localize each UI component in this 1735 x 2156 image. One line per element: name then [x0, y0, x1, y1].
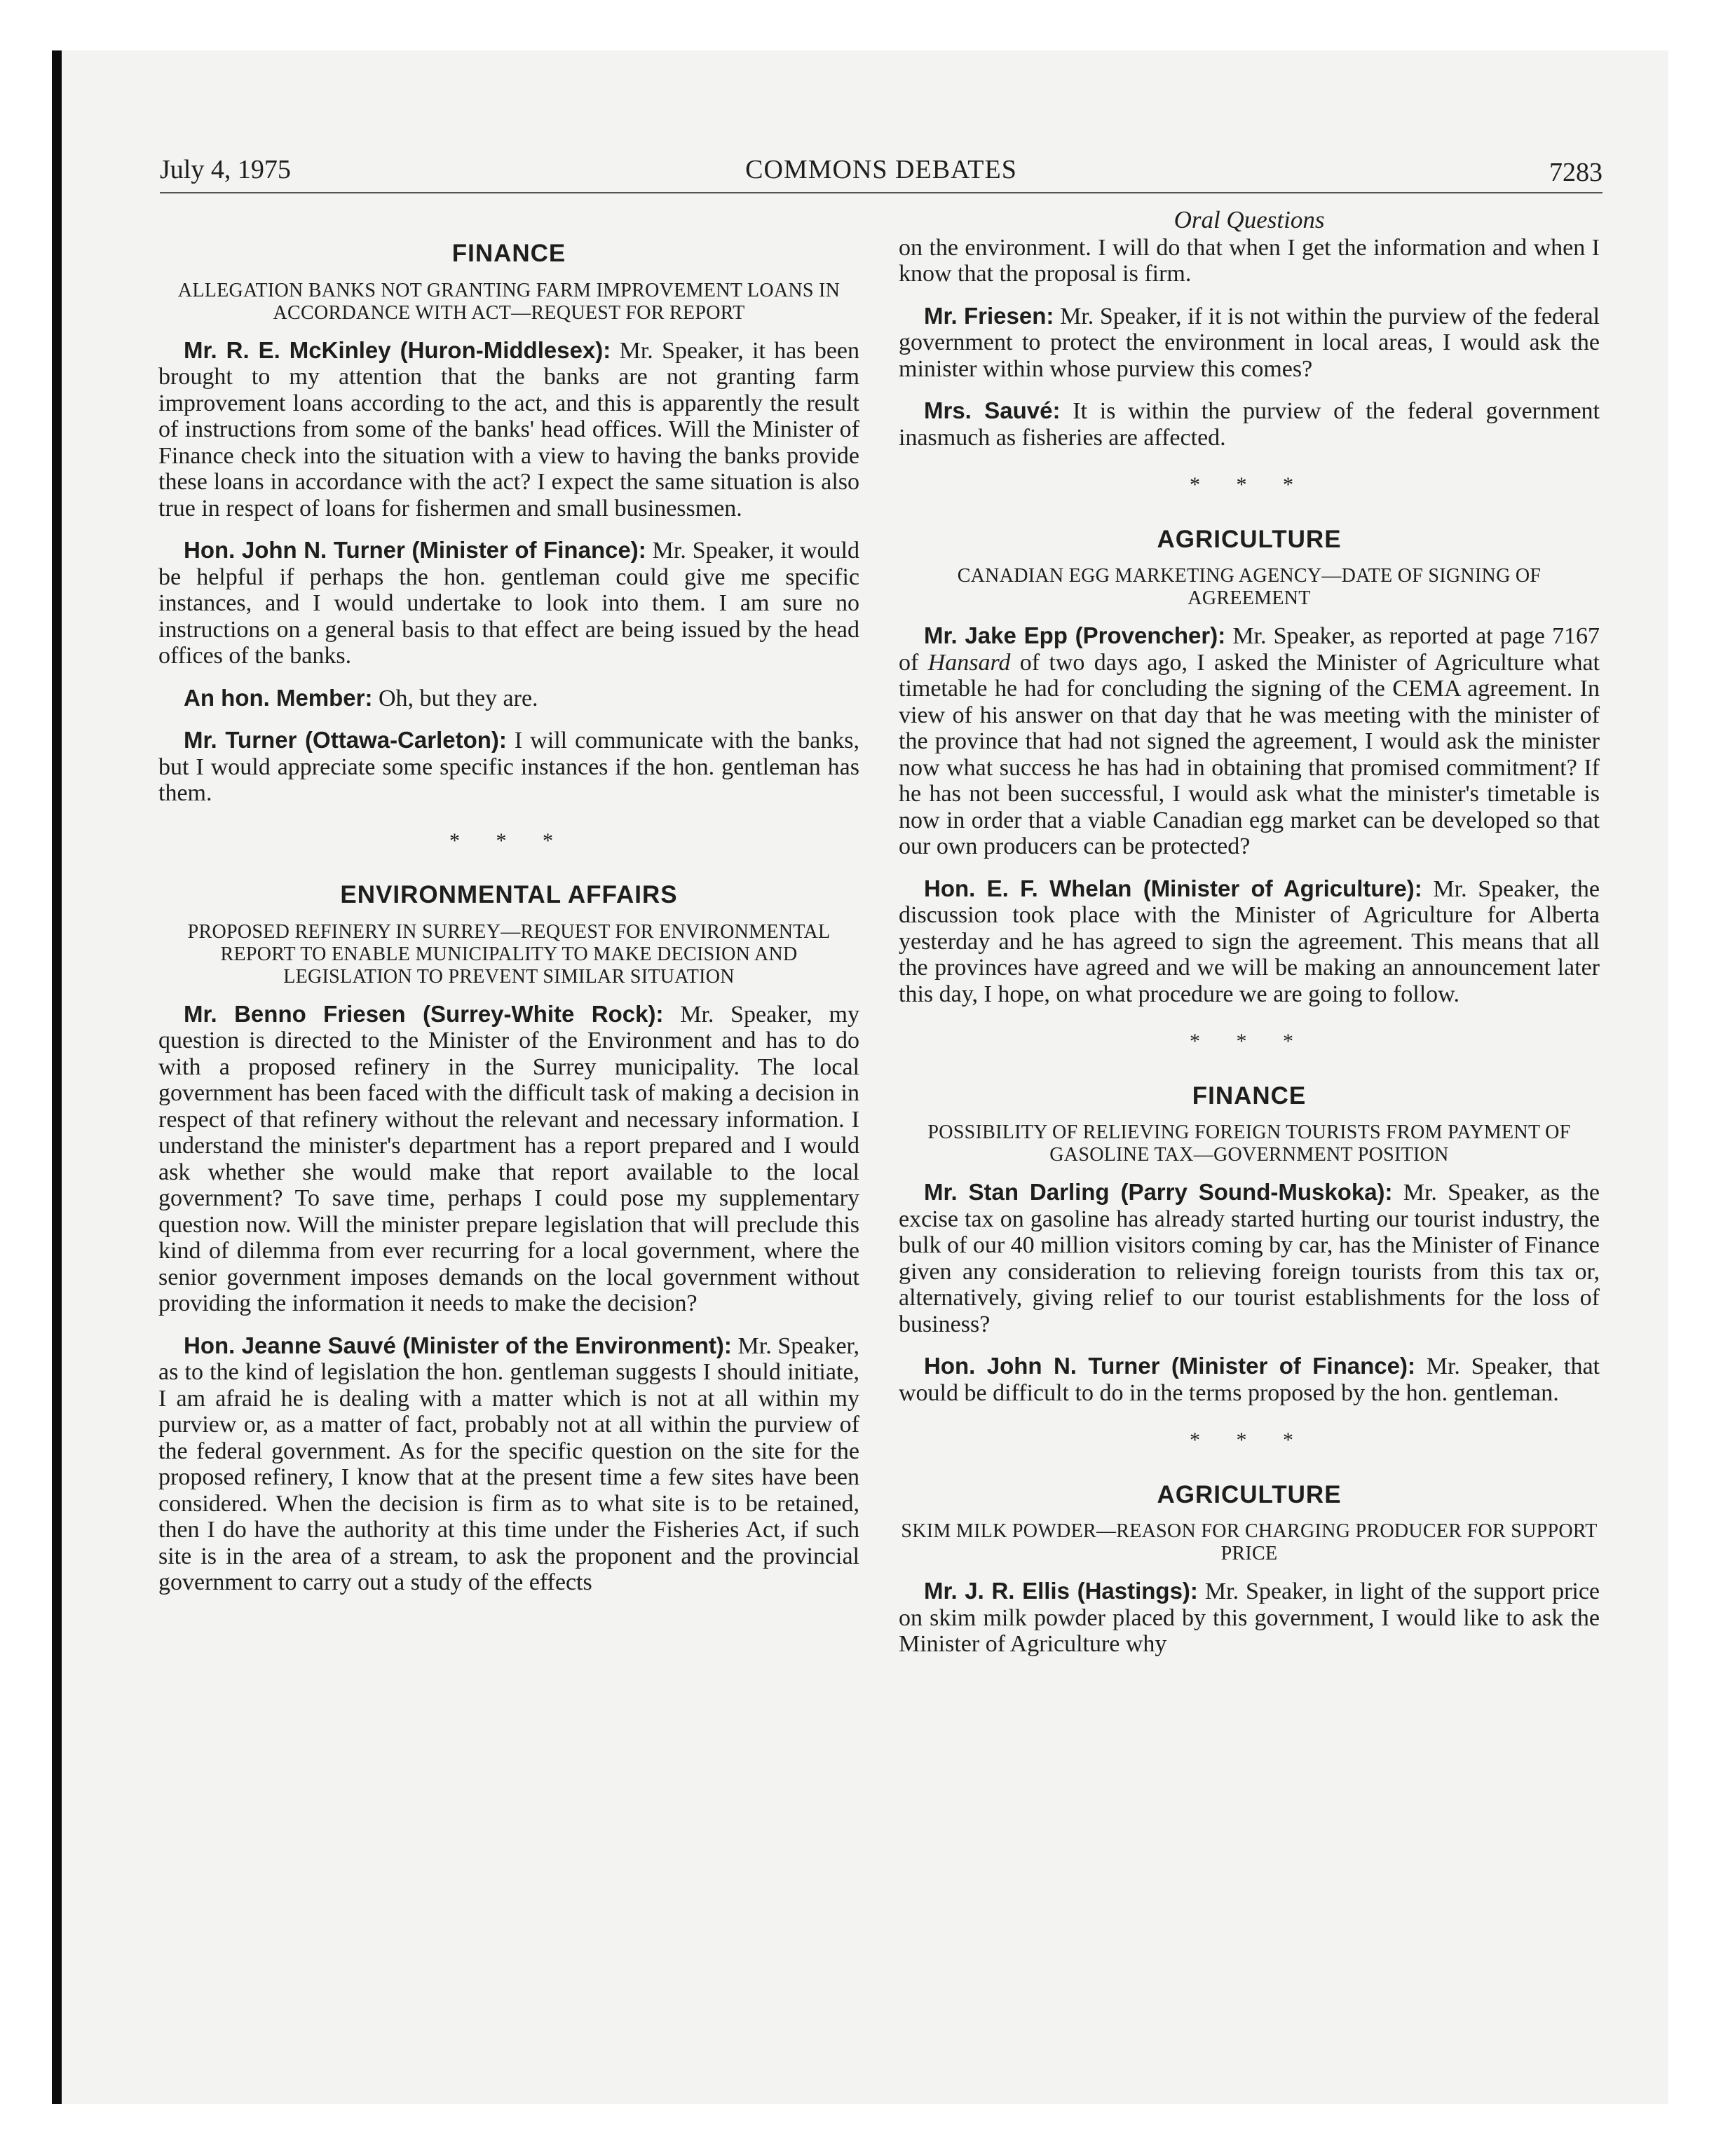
speech-paragraph	[899, 1179, 1600, 1337]
speaker-name: Hon. John N. Turner (Minister of Finance):	[924, 1353, 1415, 1379]
speech-paragraph	[899, 303, 1600, 383]
section-subheading: POSSIBILITY OF RELIEVING FOREIGN TOURISTS FROM PAYMENT OF GASOLINE TAX—GOVERNMENT POSITION	[927, 1121, 1571, 1166]
speaker-name: Mr. Stan Darling (Parry Sound-Muskoka):	[924, 1179, 1393, 1205]
speech-text: Mr. Speaker, it has been brought to my attention that the banks are not granting farm improvement loans according to the act, and this is apparently the result of instructions from some of the banks' head offices. Will the Minister of Finance check into the situation with a view to having the banks provide these loans in accordance with the act? I expect the same situation is also true in respect of loans for fishermen and small businessmen.	[158, 337, 860, 521]
section-separator: * * *	[1190, 1030, 1309, 1053]
running-header	[160, 150, 1603, 193]
speech-text: Mr. Speaker, as to the kind of legislation the hon. gentleman suggests I should initiate, I am afraid he is dealing with a matter which is not at all within my purview or, as a matter of fact, probably not at all within the purview of the federal government. As for the specific question on the site for the proposed refinery, I know that at the present time a few sites have been considered. When the decision is firm as to what site is to be retained, then I do have the authority at this time under the Fisheries Act, if such site is in the area of a stream, to ask the proponent and the provincial government to carry out a study of the effects	[158, 1332, 859, 1595]
section-subheading: ALLEGATION BANKS NOT GRANTING FARM IMPROVEMENT LOANS IN ACCORDANCE WITH ACT—REQUEST FOR REPORT	[177, 279, 841, 324]
speech-text: Mr. Speaker, my question is directed to the Minister of the Environment and has to do with a proposed refinery in the Surrey municipality. The local government has been faced with the difficult task of making a decision in respect of that refinery without the relevant and necessary information. I understand the minister's department has a report prepared and I would ask whether she would make that report available to the local government? To save time, perhaps I could pose my supplementary question now. Will the minister prepare legislation that will preclude this kind of dilemma from ever recurring for a local government, where the senior government imposes demands on the local government without providing the information it needs to make the decision?	[158, 1001, 859, 1316]
speech-paragraph	[899, 875, 1600, 1008]
speech-text: Mr. Speaker, in light of the support price on skim milk powder placed by this government, I would like to ask the Minister of Agriculture why	[899, 1578, 1600, 1657]
speech-paragraph	[158, 537, 859, 669]
speech-paragraph	[899, 622, 1600, 860]
speech-text: Mr. Speaker, as the excise tax on gasoline has already started hurting our tourist industry, the bulk of our 40 million visitors coming by car, has the Minister of Finance given any consideration to relieving foreign tourists from this tax or, alternatively, giving relief to our tourist establishments for the loss of business?	[899, 1180, 1600, 1337]
speech-text: Mr. Speaker, the discussion took place with the Minister of Agriculture for Alberta yesterday and he has agreed to sign the agreement. This means that all the provinces have agreed and we will be making an announcement later this day, I hope, on what procedure we are going to follow.	[899, 875, 1600, 1007]
speech-paragraph	[158, 1332, 859, 1596]
speech-text: Mr. Speaker, as reported at page 7167 of	[899, 623, 1600, 676]
section-subheading: PROPOSED REFINERY IN SURREY—REQUEST FOR ENVIRONMENTAL REPORT TO ENABLE MUNICIPALITY TO MAKE DECISION AND LEGISLATION TO PREVENT SIMILAR SITUATION	[187, 920, 831, 988]
speaker-name: Hon. Jeanne Sauvé (Minister of the Environment):	[184, 1332, 732, 1358]
speech-paragraph	[158, 685, 859, 712]
speech-text: I will communicate with the banks, but I would appreciate some specific instances if the hon. gentleman has them.	[158, 728, 860, 806]
speech-paragraph	[158, 337, 859, 522]
header-page-number: 7283	[1549, 158, 1603, 187]
column-heading: Oral Questions	[1173, 206, 1325, 233]
speaker-name: Mrs. Sauvé:	[924, 397, 1061, 423]
section-subheading: SKIM MILK POWDER—REASON FOR CHARGING PRODUCER FOR SUPPORT PRICE	[901, 1520, 1598, 1564]
right-column	[899, 207, 1600, 1673]
speaker-name: An hon. Member:	[184, 684, 373, 711]
speaker-name: Mr. Friesen:	[924, 302, 1054, 329]
section-heading-finance: FINANCE	[451, 240, 566, 267]
section-heading-agriculture: AGRICULTURE	[1157, 1480, 1342, 1508]
section-separator: * * *	[1190, 473, 1309, 496]
speech-text: Mr. Speaker, it would be helpful if perhaps the hon. gentleman could give me specific instances, and I would undertake to look into them. I am sure no instructions on a general basis to that effect are being issued by the head offices of the banks.	[158, 538, 860, 669]
speaker-name: Hon. John N. Turner (Minister of Finance):	[184, 537, 646, 563]
speaker-name: Mr. R. E. McKinley (Huron-Middlesex):	[184, 336, 611, 363]
section-separator: * * *	[1190, 1428, 1309, 1452]
speech-text: Oh, but they are.	[379, 685, 538, 711]
section-separator: * * *	[449, 828, 569, 852]
header-publication: COMMONS DEBATES	[745, 155, 1017, 184]
speech-continuation: on the environment. I will do that when I get the information and when I know that the proposal is firm.	[899, 234, 1600, 287]
scan-edge-bar	[52, 50, 62, 2104]
speaker-name: Mr. Jake Epp (Provencher):	[924, 622, 1226, 648]
speech-paragraph	[158, 1001, 859, 1317]
speech-text: of two days ago, I asked the Minister of Agriculture what timetable he had for concluding the signing of the CEMA agreement. In view of his answer on that day that he was meeting with the minister of the province that had not signed the agreement, I would ask the minister now what success he has had in obtaining that promised commitment? If he has not been successful, I would ask what the minister's timetable is now in order that a viable Canadian egg market can be developed so that our own producers can be protected?	[899, 649, 1600, 859]
section-heading-agriculture: AGRICULTURE	[1157, 525, 1342, 553]
section-heading-finance: FINANCE	[1192, 1082, 1307, 1110]
section-heading-environmental-affairs: ENVIRONMENTAL AFFAIRS	[340, 881, 678, 908]
speech-paragraph	[158, 727, 859, 807]
speaker-name: Mr. J. R. Ellis (Hastings):	[924, 1578, 1198, 1604]
speech-paragraph	[899, 1353, 1600, 1406]
speech-paragraph	[899, 1578, 1600, 1658]
section-subheading: CANADIAN EGG MARKETING AGENCY—DATE OF SIGNING OF AGREEMENT	[957, 565, 1542, 609]
speech-text: Mr. Speaker, if it is not within the purview of the federal government to protect the environment in local areas, I would ask the minister within whose purview this comes?	[899, 303, 1600, 382]
speaker-name: Mr. Benno Friesen (Surrey-White Rock):	[184, 1000, 664, 1027]
speech-text: It is within the purview of the federal government inasmuch as fisheries are affected.	[899, 398, 1600, 451]
header-date: July 4, 1975	[160, 155, 291, 184]
left-column	[158, 207, 859, 1611]
speech-text: Mr. Speaker, that would be difficult to do in the terms proposed by the hon. gentleman.	[899, 1353, 1600, 1406]
speaker-name: Hon. E. F. Whelan (Minister of Agriculture):	[924, 875, 1422, 901]
publication-title: Hansard	[927, 649, 1011, 676]
speaker-name: Mr. Turner (Ottawa-Carleton):	[184, 727, 507, 753]
speech-paragraph	[899, 397, 1600, 451]
